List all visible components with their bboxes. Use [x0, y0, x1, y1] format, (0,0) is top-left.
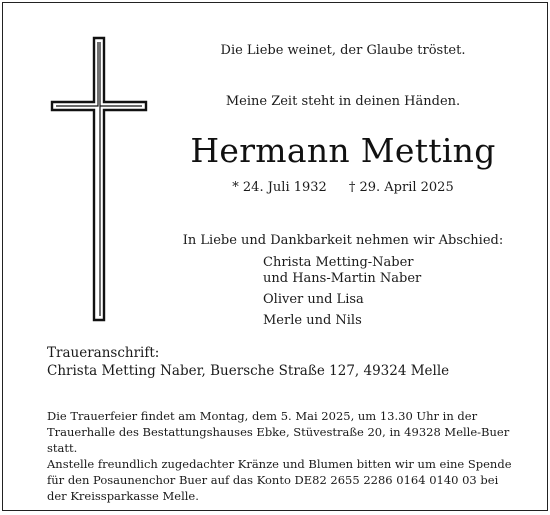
death-date: † 29. April 2025	[348, 180, 454, 195]
donation-info: Anstelle freundlich zugedachter Kränze und Blumen bitten wir um eine Spende für den Posaunenchor Buer auf das Konto DE82 2655 2286 0164 0140 03 bei der Kreissparkasse Melle.	[47, 457, 512, 503]
cross-icon	[50, 36, 150, 323]
service-info	[47, 408, 517, 504]
mourner-line: Christa Metting-Naber	[263, 255, 414, 270]
address-label: Traueranschrift:	[47, 345, 160, 361]
mourner-line: Merle und Nils	[263, 313, 362, 328]
funeral-info: Die Trauerfeier findet am Montag, dem 5. Mai 2025, um 13.30 Uhr in der Trauerhalle des Bestattungshauses Ebke, Stüvestraße 20, in 49328 Melle-Buer statt.	[47, 409, 510, 455]
opening-verse: Die Liebe weinet, der Glaube tröstet.	[220, 43, 466, 58]
obituary-notice	[2, 2, 548, 511]
life-dates	[153, 180, 533, 195]
birth-date: * 24. Juli 1932	[232, 180, 327, 195]
address-value: Christa Metting Naber, Buersche Straße 127, 49324 Melle	[47, 363, 450, 379]
farewell-line: In Liebe und Dankbarkeit nehmen wir Abschied:	[182, 233, 504, 248]
mourner-line: Oliver und Lisa	[263, 292, 364, 307]
mourner-entry	[263, 292, 421, 308]
second-verse: Meine Zeit steht in deinen Händen.	[225, 94, 461, 109]
mourner-entry	[263, 313, 421, 329]
deceased-name: Hermann Metting	[190, 131, 496, 170]
mourner-line: und Hans-Martin Naber	[263, 271, 422, 286]
mourner-entry	[263, 255, 421, 287]
mourning-address	[47, 344, 449, 380]
mourners-list	[263, 255, 421, 334]
